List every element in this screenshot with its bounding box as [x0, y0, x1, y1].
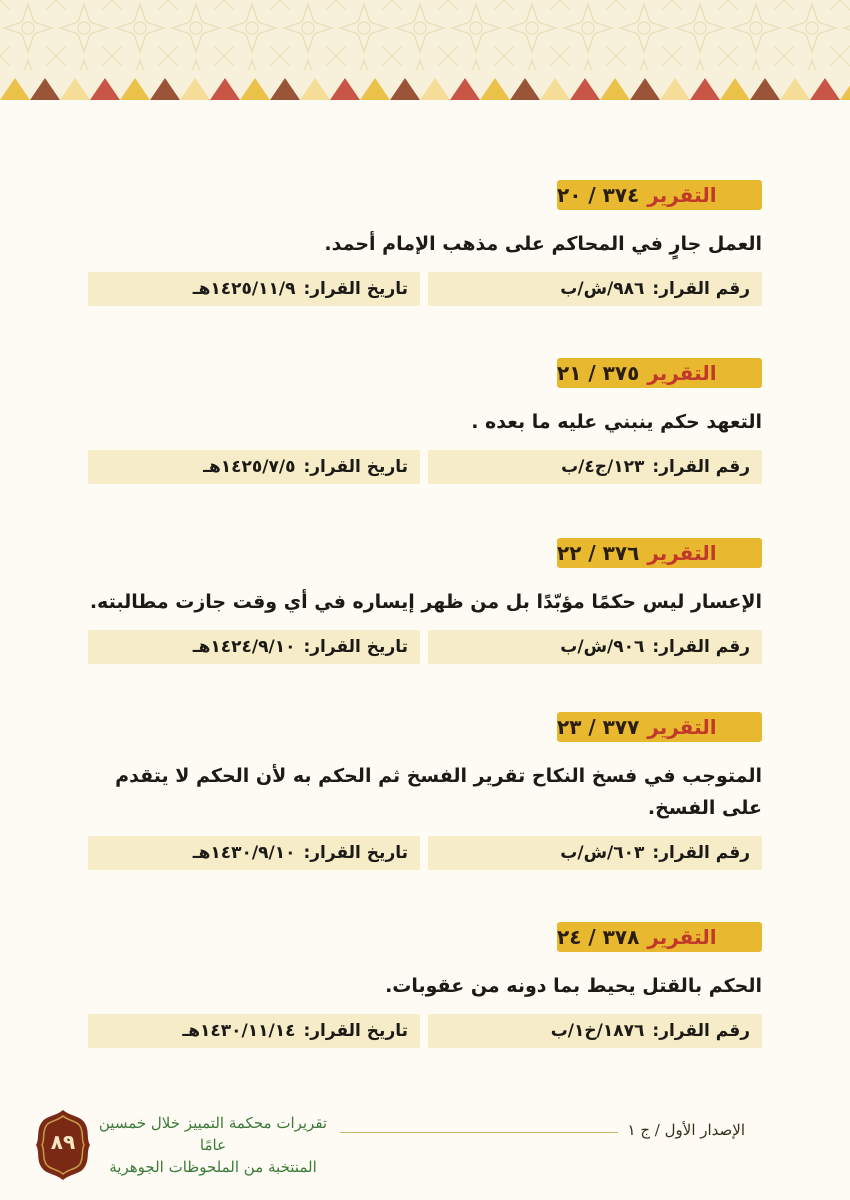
ruling-number: ٣٧٧ / ٢٣ — [557, 715, 640, 739]
decision-date-box — [88, 630, 420, 664]
decision-number-box — [428, 272, 762, 306]
ruling-text: المتوجب في فسخ النكاح تقرير الفسخ ثم الحكم به لأن الحكم لا يتقدم على الفسخ. — [115, 765, 762, 819]
ruling-heading — [557, 538, 762, 568]
ruling-meta-row — [88, 630, 762, 664]
ruling-text: الإعسار ليس حكمًا مؤبّدًا بل من ظهر إيساره في أي وقت جازت مطالبته. — [89, 591, 762, 613]
ruling-number: ٣٧٨ / ٢٤ — [557, 925, 640, 949]
decision-number-value: ٩٨٦/ش/ب — [560, 279, 645, 299]
decision-date-label: تاريخ القرار: — [303, 279, 408, 299]
footer-title-line1: تقريرات محكمة التمييز خلال خمسين عامًا — [98, 1114, 328, 1154]
decision-number-value: ١٢٣/ج٤/ب — [561, 457, 645, 477]
ruling-meta-row — [88, 450, 762, 484]
decision-number-box — [428, 630, 762, 664]
decision-date-box — [88, 450, 420, 484]
footer-book-title — [98, 1112, 328, 1178]
ruling-meta-row — [88, 1014, 762, 1048]
decision-date-box — [88, 1014, 420, 1048]
ruling-meta-row — [88, 836, 762, 870]
decision-date-value: ١٤٢٥/٧/٥هـ — [203, 457, 296, 477]
decision-number-value: ٦٠٣/ش/ب — [560, 843, 645, 863]
ruling-keyword: التقرير — [647, 715, 717, 739]
decision-number-label: رقم القرار: — [652, 279, 750, 299]
ruling-text: التعهد حكم ينبني عليه ما بعده . — [471, 411, 762, 433]
footer-title-line2: المنتخبة من الملحوظات الجوهرية — [109, 1158, 317, 1176]
decision-date-value: ١٤٢٤/٩/١٠هـ — [192, 637, 296, 657]
decision-date-label: تاريخ القرار: — [303, 843, 408, 863]
decision-number-label: رقم القرار: — [652, 457, 750, 477]
ruling-keyword: التقرير — [647, 361, 717, 385]
ruling-keyword: التقرير — [647, 183, 717, 207]
ruling-text: الحكم بالقتل يحيط بما دونه من عقوبات. — [385, 975, 762, 997]
ruling-number: ٣٧٤ / ٢٠ — [557, 183, 640, 207]
decision-date-box — [88, 272, 420, 306]
decision-date-value: ١٤٣٠/١١/١٤هـ — [182, 1021, 296, 1041]
decision-date-box — [88, 836, 420, 870]
decision-number-label: رقم القرار: — [652, 843, 750, 863]
decision-number-value: ١٨٧٦/خ١/ب — [550, 1021, 645, 1041]
ruling-meta-row — [88, 272, 762, 306]
decision-date-label: تاريخ القرار: — [303, 1021, 408, 1041]
ruling-heading — [557, 922, 762, 952]
decision-date-value: ١٤٣٠/٩/١٠هـ — [192, 843, 296, 863]
ruling-number: ٣٧٥ / ٢١ — [557, 361, 640, 385]
ruling-keyword: التقرير — [647, 541, 717, 565]
decision-number-box — [428, 450, 762, 484]
top-decorative-band — [0, 0, 850, 100]
ruling-keyword: التقرير — [647, 925, 717, 949]
page-number: ٨٩ — [50, 1130, 76, 1154]
ruling-text: العمل جارٍ في المحاكم على مذهب الإمام أحمد. — [324, 233, 762, 255]
decision-date-label: تاريخ القرار: — [303, 637, 408, 657]
triangle-border-icon — [0, 70, 850, 100]
decision-date-label: تاريخ القرار: — [303, 457, 408, 477]
decision-number-box — [428, 836, 762, 870]
decision-number-value: ٩٠٦/ش/ب — [560, 637, 645, 657]
decision-number-box — [428, 1014, 762, 1048]
decision-number-label: رقم القرار: — [652, 637, 750, 657]
ruling-heading — [557, 712, 762, 742]
ruling-heading — [557, 180, 762, 210]
decision-number-label: رقم القرار: — [652, 1021, 750, 1041]
ruling-number: ٣٧٦ / ٢٢ — [557, 541, 640, 565]
footer-edition: الإصدار الأول / ج ١ — [618, 1121, 755, 1139]
ruling-heading — [557, 358, 762, 388]
decision-date-value: ١٤٢٥/١١/٩هـ — [192, 279, 296, 299]
